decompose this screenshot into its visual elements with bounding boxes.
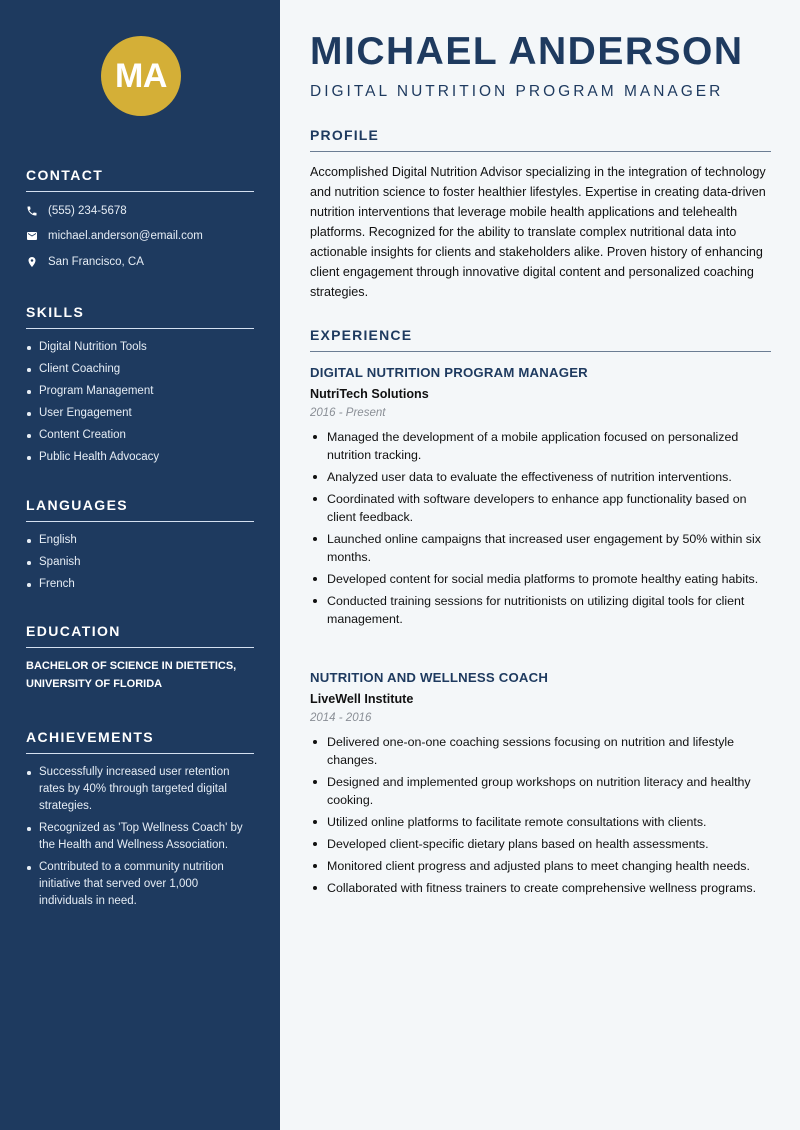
- job-dates: 2014 - 2016: [310, 712, 372, 724]
- education-degree: [26, 658, 254, 693]
- job-entry: [310, 365, 771, 632]
- contact-email-text: michael.anderson@email.com: [48, 230, 203, 243]
- job-bullet: Managed the development of a mobile application focused on personalized nutrition tracking.: [310, 428, 771, 464]
- job-bullet: Designed and implemented group workshops on nutrition literacy and healthy cooking.: [310, 773, 771, 809]
- job-bullet: Delivered one-on-one coaching sessions focusing on nutrition and lifestyle changes.: [310, 733, 771, 769]
- profile-summary: Accomplished Digital Nutrition Advisor specializing in the integration of technology and nutrition science to foster healthier lifestyles. Expertise in creating data-driven nutrition interventions that leverage mobile health applications and telehealth platforms. Recognized for the ability to translate complex nutritional data into actionable insights for clients and stakeholders alike. Proven history of enhancing client engagement through innovative digital content and personalized coaching strategies.: [310, 165, 766, 299]
- contact-phone-text: (555) 234-5678: [48, 204, 127, 217]
- job-bullet: Developed client-specific dietary plans based on health assessments.: [310, 835, 771, 853]
- education-degree-line: BACHELOR OF SCIENCE IN DIETETICS,: [26, 660, 237, 672]
- skill-item: Client Coaching: [26, 361, 254, 377]
- achievement-item: Recognized as 'Top Wellness Coach' by the Health and Wellness Association.: [26, 820, 254, 854]
- language-item: English: [26, 532, 254, 548]
- language-item: French: [26, 576, 254, 592]
- job-company: NutriTech Solutions: [310, 387, 429, 401]
- candidate-name: MICHAEL ANDERSON: [310, 30, 744, 73]
- job-bullets: [310, 428, 771, 628]
- job-dates: 2016 - Present: [310, 407, 386, 419]
- candidate-headline: DIGITAL NUTRITION PROGRAM MANAGER: [310, 83, 724, 100]
- skills-section: [26, 304, 254, 471]
- achievement-item: Successfully increased user retention rates by 40% through targeted digital strategies.: [26, 764, 254, 815]
- job-bullet: Coordinated with software developers to enhance app functionality based on client feedback.: [310, 490, 771, 526]
- experience-heading: EXPERIENCE: [310, 327, 771, 352]
- job-title: DIGITAL NUTRITION PROGRAM MANAGER: [310, 365, 588, 380]
- achievements-heading: ACHIEVEMENTS: [26, 729, 254, 754]
- skills-heading: SKILLS: [26, 304, 254, 329]
- job-entry: [310, 670, 771, 901]
- profile-section: [310, 127, 771, 302]
- job-bullet: Developed content for social media platforms to promote healthy eating habits.: [310, 570, 771, 588]
- job-bullet: Collaborated with fitness trainers to create comprehensive wellness programs.: [310, 879, 771, 897]
- job-bullets: [310, 733, 771, 897]
- achievement-item: Contributed to a community nutrition initiative that served over 1,000 individuals in need.: [26, 859, 254, 910]
- job-company: LiveWell Institute: [310, 692, 414, 706]
- profile-heading: PROFILE: [310, 127, 771, 152]
- job-bullet: Monitored client progress and adjusted plans to meet changing health needs.: [310, 857, 771, 875]
- languages-heading: LANGUAGES: [26, 497, 254, 522]
- education-heading: EDUCATION: [26, 623, 254, 648]
- experience-section: [310, 327, 771, 352]
- education-section: [26, 623, 254, 693]
- education-school-line: UNIVERSITY OF FLORIDA: [26, 677, 163, 690]
- job-bullet: Utilized online platforms to facilitate remote consultations with clients.: [310, 813, 771, 831]
- contact-email: [26, 224, 254, 250]
- phone-icon: [26, 205, 38, 217]
- languages-section: [26, 497, 254, 598]
- skill-item: Public Health Advocacy: [26, 449, 254, 465]
- location-pin-icon: [26, 256, 38, 268]
- contact-heading: CONTACT: [26, 167, 254, 192]
- achievements-list: [26, 764, 254, 910]
- avatar: [101, 36, 181, 116]
- contact-location: [26, 249, 254, 275]
- avatar-initials: MA: [115, 56, 167, 95]
- job-bullet: Analyzed user data to evaluate the effectiveness of nutrition interventions.: [310, 468, 771, 486]
- job-bullet: Conducted training sessions for nutritionists on utilizing digital tools for client management.: [310, 592, 771, 628]
- sidebar: [0, 0, 280, 1130]
- contact-phone: [26, 198, 254, 224]
- languages-list: [26, 532, 254, 592]
- job-title: NUTRITION AND WELLNESS COACH: [310, 670, 549, 685]
- skills-list: [26, 339, 254, 465]
- job-bullet: Launched online campaigns that increased user engagement by 50% within six months.: [310, 530, 771, 566]
- email-icon: [26, 230, 38, 242]
- skill-item: Content Creation: [26, 427, 254, 443]
- contact-section: [26, 167, 254, 275]
- contact-location-text: San Francisco, CA: [48, 255, 144, 268]
- language-item: Spanish: [26, 554, 254, 570]
- skill-item: Digital Nutrition Tools: [26, 339, 254, 355]
- achievements-section: [26, 729, 254, 915]
- skill-item: Program Management: [26, 383, 254, 399]
- skill-item: User Engagement: [26, 405, 254, 421]
